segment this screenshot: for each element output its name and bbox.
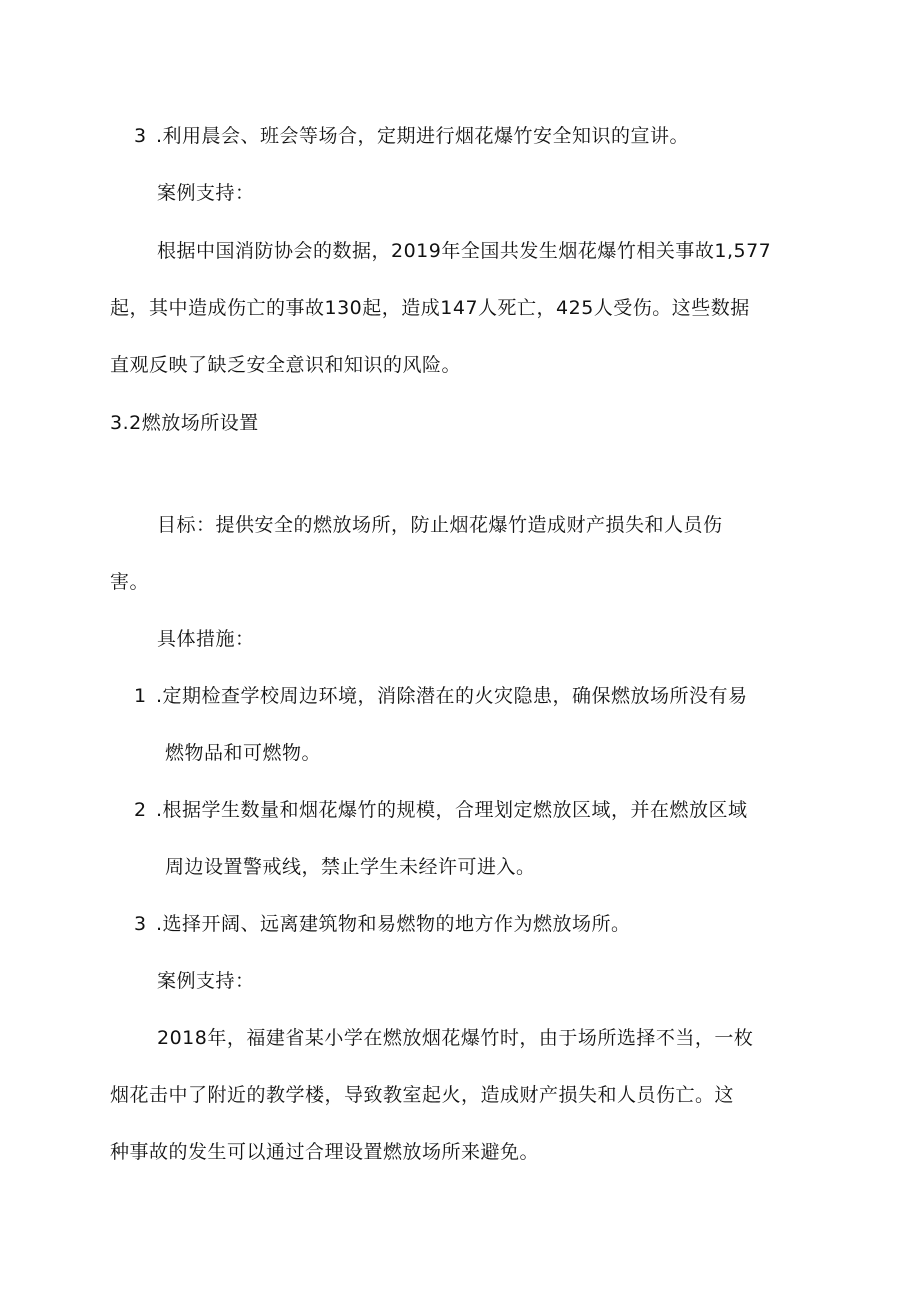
measures-label: 具体措施： — [157, 628, 255, 650]
case-support-label: 案例支持： — [157, 182, 255, 204]
list-item-continuation: 燃物品和可燃物。 — [165, 742, 322, 764]
paragraph-line: 起，其中造成伤亡的事故130起，造成147人死亡，425人受伤。这些数据 — [110, 297, 750, 319]
list-item-text: .根据学生数量和烟花爆竹的规模，合理划定燃放区域，并在燃放区域 — [156, 799, 748, 821]
case-support-label: 案例支持： — [157, 970, 255, 992]
list-item — [134, 911, 631, 937]
paragraph-line: 直观反映了缺乏安全意识和知识的风险。 — [110, 354, 462, 376]
list-item-text: .利用晨会、班会等场合，定期进行烟花爆竹安全知识的宣讲。 — [156, 125, 690, 147]
list-item-number: 3 — [134, 913, 147, 935]
paragraph-line: 烟花击中了附近的教学楼，导致教室起火，造成财产损失和人员伤亡。这 — [110, 1084, 735, 1106]
list-item — [134, 123, 689, 149]
list-item-text: .选择开阔、远离建筑物和易燃物的地方作为燃放场所。 — [156, 913, 631, 935]
section-heading: 3.2燃放场所设置 — [110, 412, 259, 434]
paragraph-line: 根据中国消防协会的数据，2019年全国共发生烟花爆竹相关事故1,577 — [157, 240, 772, 262]
list-item-number: 1 — [134, 685, 147, 707]
list-item-number: 2 — [134, 799, 147, 821]
list-item-number: 3 — [134, 125, 147, 147]
list-item — [134, 683, 748, 709]
list-item-text: .定期检查学校周边环境，消除潜在的火灾隐患，确保燃放场所没有易 — [156, 685, 748, 707]
paragraph-line: 2018年，福建省某小学在燃放烟花爆竹时，由于场所选择不当，一枚 — [157, 1027, 754, 1049]
list-item — [134, 797, 748, 823]
paragraph-line: 害。 — [110, 571, 150, 593]
paragraph-line: 目标：提供安全的燃放场所，防止烟花爆竹造成财产损失和人员伤 — [157, 514, 723, 536]
list-item-continuation: 周边设置警戒线，禁止学生未经许可进入。 — [165, 856, 536, 878]
paragraph-line: 种事故的发生可以通过合理设置燃放场所来避免。 — [110, 1141, 540, 1163]
